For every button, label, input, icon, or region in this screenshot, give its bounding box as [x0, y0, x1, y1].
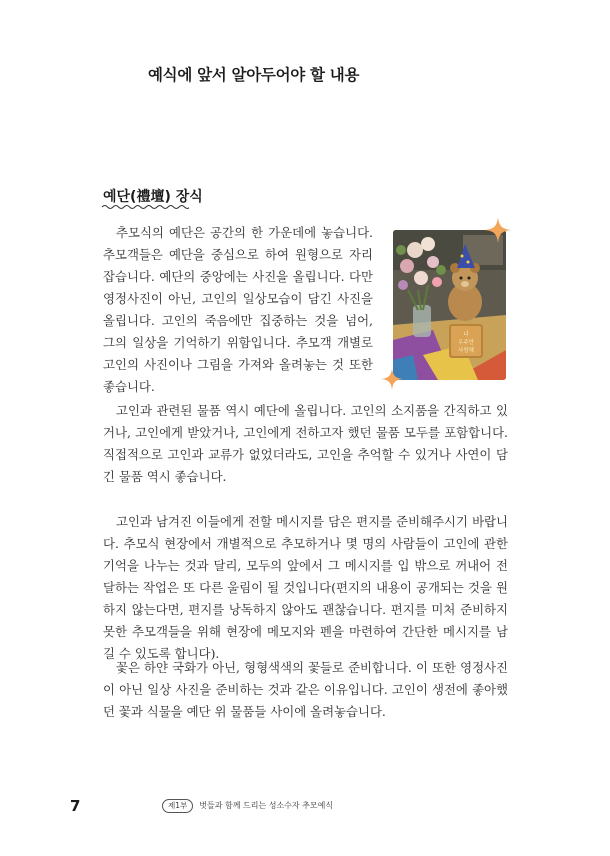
wavy-underline	[101, 203, 189, 211]
chapter-badge: 제1부	[162, 799, 193, 813]
page-title: 예식에 앞서 알아두어야 할 내용	[148, 66, 360, 84]
svg-text:사랑해: 사랑해	[458, 348, 474, 354]
paragraph-altar-center: 추모식의 예단은 공간의 한 가운데에 놓습니다. 추모객들은 예단을 중심으로 하여 원형으로 자리 잡습니다. 예단의 중앙에는 사진을 올립니다. 다만 영정사진이 아닌, 고인의 일상모습이 담긴 사진을 올립니다. 고인의 죽음에만 집중하는 것을 넘어, 그의 일상을 기억하기 위함입니다. 추모객 개별로 고인의 사진이나 그림을 가져와 올려놓는 것 또한 좋습니다.	[103, 225, 373, 394]
svg-text:너: 너	[463, 331, 469, 338]
running-title: 벗들과 함께 드리는 성소수자 추모예식	[199, 801, 334, 810]
altar-photo	[393, 230, 506, 380]
altar-photo-illustration	[393, 230, 506, 380]
sparkle-icon	[485, 217, 511, 243]
paragraph-flowers: 꽃은 하얀 국화가 아닌, 형형색색의 꽃들로 준비합니다. 이 또한 영정사진이 아닌 일상 사진을 준비하는 것과 같은 이유입니다. 고인이 생전에 좋아했던 꽃과 식물을 예단 위 물품들 사이에 올려놓습니다.	[103, 660, 508, 719]
svg-text:우주만: 우주만	[458, 340, 474, 346]
section-heading: 예단(禮壇) 장식	[103, 189, 203, 205]
paragraph-memorial-items: 고인과 관련된 물품 역시 예단에 올립니다. 고인의 소지품을 간직하고 있거나, 고인에게 받았거나, 고인에게 전하고자 했던 물품 모두를 포함합니다. 직접적으로 고인과 교류가 없었더라도, 고인을 추억할 수 있거나 사연이 담긴 물품 역시 좋습니다.	[103, 403, 508, 484]
paragraph-letters: 고인과 남겨진 이들에게 전할 메시지를 담은 편지를 준비해주시기 바랍니다. 추모식 현장에서 개별적으로 추모하거나 몇 명의 사람들이 고인에 관한 기억을 나누는 것과 달리, 모두의 앞에서 그 메시지를 입 밖으로 꺼내어 전달하는 작업은 또 다른 울림이 될 것입니다(편지의 내용이 공개되는 것을 원하지 않는다면, 편지를 낭독하지 않아도 괜찮습니다. 편지를 미처 준비하지 못한 추모객들을 위해 현장에 메모지와 펜을 마련하여 간단한 메시지를 남길 수 있도록 합니다).	[103, 514, 508, 661]
page-number: 7	[70, 797, 81, 815]
running-footer	[162, 799, 333, 813]
sparkle-icon	[381, 368, 403, 390]
